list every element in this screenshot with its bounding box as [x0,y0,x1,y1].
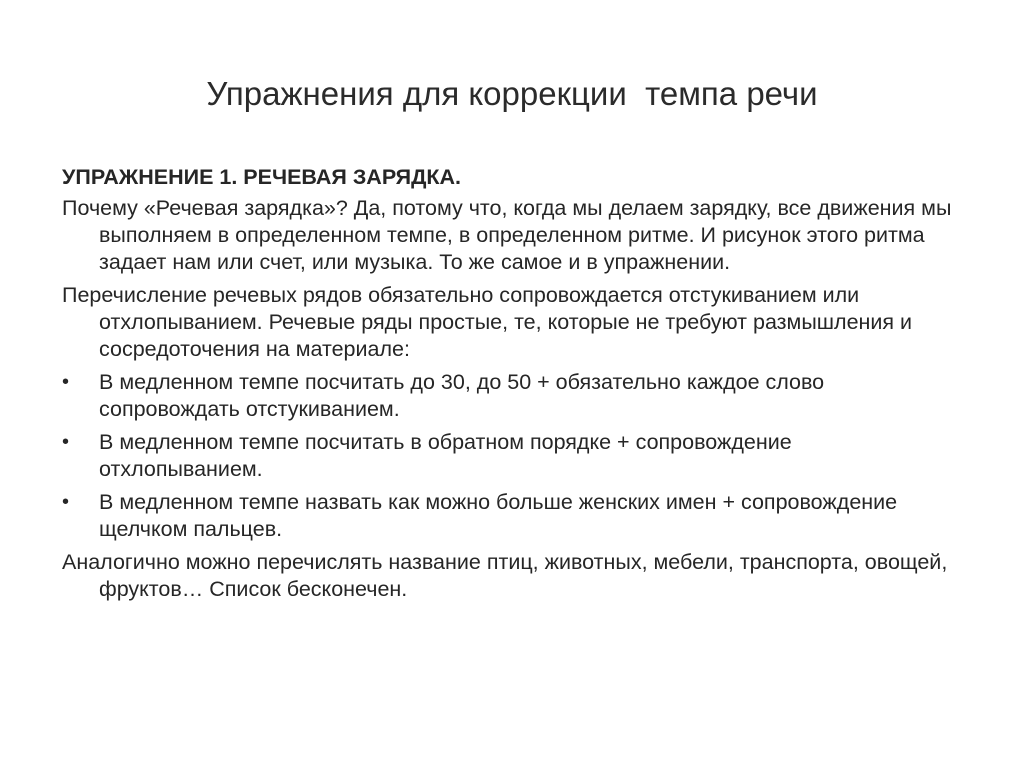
paragraph-intro: Почему «Речевая зарядка»? Да, потому что, когда мы делаем зарядку, все движения мы выполняем в определенном темпе, в определенном ритме. И рисунок этого ритма задает нам или счет, или музыка. То же самое и в упражнении. [62,196,952,274]
slide-content [62,164,962,609]
bullet-item [62,489,962,543]
paragraph-description: Перечисление речевых рядов обязательно сопровождается отстукиванием или отхлопыванием. Речевые ряды простые, те, которые не требуют размышления и сосредоточения на материале: [62,283,913,361]
bullet-text: В медленном темпе посчитать в обратном порядке + сопровождение отхлопыванием. [99,430,804,481]
bullet-item [62,369,962,423]
bullet-icon: • [62,491,70,513]
bullet-text: В медленном темпе назвать как можно больше женских имен + сопровождение щелчком пальцев. [99,490,904,541]
bullet-icon: • [62,431,70,453]
slide-title: Упражнения для коррекции темпа речи [206,75,818,112]
exercise-heading: УПРАЖНЕНИЕ 1. РЕЧЕВАЯ ЗАРЯДКА. [62,165,462,189]
bullet-item [62,429,962,483]
bullet-icon: • [62,371,70,393]
paragraph-conclusion: Аналогично можно перечислять название птиц, животных, мебели, транспорта, овощей, фруктов… Список бесконечен. [62,550,948,601]
bullet-text: В медленном темпе посчитать до 30, до 50 + обязательно каждое слово сопровождать отстукиванием. [99,370,831,421]
